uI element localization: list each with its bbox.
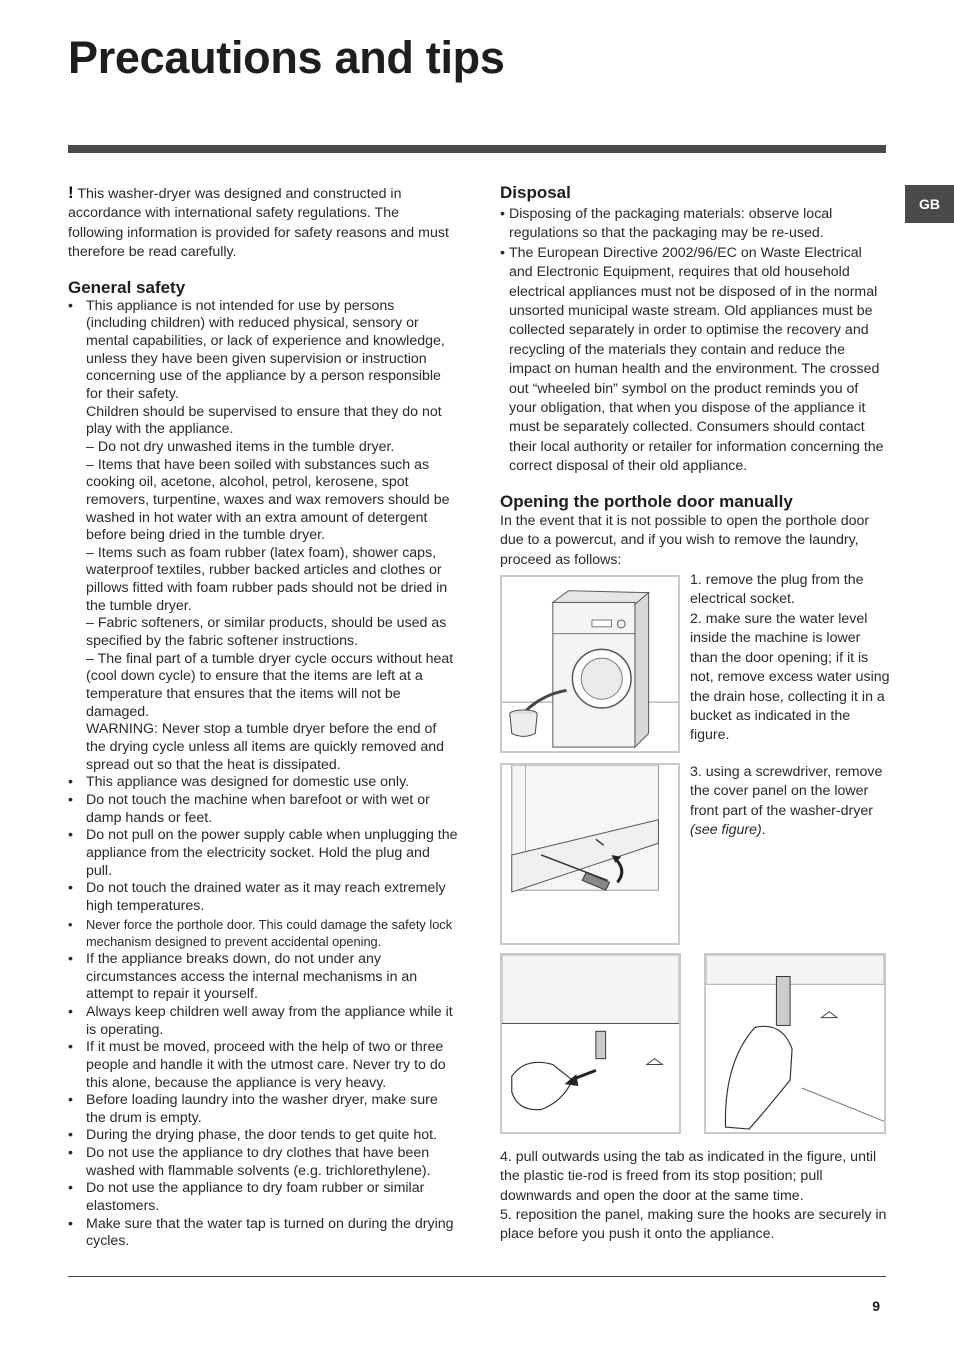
step-3-end: . [761,822,766,839]
page-number: 9 [872,1298,880,1314]
list-item: • Always keep children well away from the appliance while it is operating. [68,1004,458,1039]
dryer-note-2: – Items that have been soiled with substances such as cooking oil, acetone, alcohol, petrol, kerosene, spot removers, turpentine, waxes and wax removers should be washed in hot water with an extra amount of detergent before being dried in the tumble dryer. [86,456,450,544]
list-item: • If the appliance breaks down, do not under any circumstances access the internal mechanisms in an attempt to repair it yourself. [68,951,458,1004]
dryer-note-1: – Do not dry unwashed items in the tumble dryer. [86,438,395,455]
step-3-figure-ref: (see figure) [690,822,762,839]
warning-label: WARNING [86,721,155,738]
left-column [68,183,458,1251]
list-item: • Before loading laundry into the washer dryer, make sure the drum is empty. [68,1092,458,1127]
pull-tab-figure [500,953,681,1134]
intro-paragraph [68,183,458,263]
list-item: • Never force the porthole door. This could damage the safety lock mechanism designed to prevent accidental opening. [68,916,458,951]
right-column [500,183,888,570]
warning-mark: ! [68,183,74,202]
step-5: 5. reposition the panel, making sure the hooks are securely in place before you push it onto the appliance. [500,1207,887,1243]
step-3 [690,763,890,841]
step-4: 4. pull outwards using the tab as indicated in the figure, until the plastic tie-rod is freed from its stop position; pull downwards and open the door at the same time. [500,1149,877,1204]
list-item: • The European Directive 2002/96/EC on Waste Electrical and Electronic Equipment, requires that old household electrical appliances must not be disposed of in the normal unsorted municipal waste stream. Old appliances must be collected separately in order to optimise the recovery and recycling of the materials they contain and reduce the impact on human health and the environment. The crossed out “wheeled bin” symbol on the product reminds you of your obligation, that when you dispose of the appliance it must be separately collected. Consumers should contact their local authority or retailer for information concerning the correct disposal of their old appliance. [500,244,888,477]
list-item: • Do not touch the machine when barefoot or with wet or damp hands or feet. [68,792,458,827]
list-item: • Do not use the appliance to dry foam rubber or similar elastomers. [68,1180,458,1215]
step-2: 2. make sure the water level inside the machine is lower than the door opening; if it is not, remove excess water using the drain hose, collecting it in a bucket as indicated in the figure. [690,611,890,744]
list-item: • During the drying phase, the door tends to get quite hot. [68,1127,458,1145]
footer-divider [68,1276,886,1277]
step-3-text: 3. using a screwdriver, remove the cover panel on the lower front part of the washer-dryer [690,764,883,819]
persons-warning: • This appliance is not intended for use by persons (including children) with reduced physical, sensory or mental capabilities, or lack of experience and knowledge, unless they have been given supervision or instruction concerning use of the appliance by a person responsible for their safety. [86,297,445,402]
remove-panel-figure [500,763,680,945]
list-item [68,298,458,775]
title-divider [68,145,886,153]
disposal-list [500,205,888,477]
list-item: • If it must be moved, proceed with the help of two or three people and handle it with the utmost care. Never try to do this alone, because the appliance is very heavy. [68,1039,458,1092]
page-title: Precautions and tips [68,32,505,83]
general-safety-heading: General safety [68,277,186,297]
list-item: • This appliance was designed for domestic use only. [68,774,458,792]
drain-water-figure [500,575,680,753]
dryer-note-4: – Fabric softeners, or similar products, should be used as specified by the fabric softener instructions. [86,615,447,650]
general-safety-list [68,298,458,1251]
porthole-heading: Opening the porthole door manually [500,491,793,511]
list-item: • Make sure that the water tap is turned on during the drying cycles. [68,1216,458,1251]
intro-text: This washer-dryer was designed and constructed in accordance with international safety regulations. The following information is provided for safety reasons and must therefore be read carefully. [68,186,449,261]
children-note: Children should be supervised to ensure that they do not play with the appliance. [86,403,442,438]
warning-text: : Never stop a tumble dryer before the end of the drying cycle unless all items are quickly removed and spread out so that the heat is dissipated. [86,721,445,773]
dryer-note-5: – The final part of a tumble dryer cycle occurs without heat (cool down cycle) to ensure that the items are left at a temperature that ensures that the items will not be damaged. [86,650,454,720]
grab-tab-figure [704,953,886,1134]
dryer-note-3: – Items such as foam rubber (latex foam), shower caps, waterproof textiles, rubber backed articles and clothes or pillows fitted with foam rubber pads should not be dried in the tumble dryer. [86,544,448,614]
step-1: 1. remove the plug from the electrical socket. [690,572,864,608]
hand-grabbing-tab-illustration [706,955,884,1132]
disposal-heading: Disposal [500,183,571,202]
porthole-intro: In the event that it is not possible to open the porthole door due to a powercut, and if you wish to remove the laundry, proceed as follows: [500,512,870,568]
washing-machine-drain-illustration [502,577,678,751]
hand-pulling-tab-illustration [502,955,679,1132]
list-item: • Do not touch the drained water as it may reach extremely high temperatures. [68,880,458,915]
screwdriver-illustration [502,765,678,943]
list-item: • Disposing of the packaging materials: observe local regulations so that the packaging may be re-used. [500,205,888,244]
language-tab: GB [905,185,954,223]
list-item: • Do not pull on the power supply cable when unplugging the appliance from the electricity socket. Hold the plug and pull. [68,827,458,880]
list-item: • Do not use the appliance to dry clothes that have been washed with flammable solvents (e.g. trichlorethylene). [68,1145,458,1180]
dryer-warning [86,721,458,774]
